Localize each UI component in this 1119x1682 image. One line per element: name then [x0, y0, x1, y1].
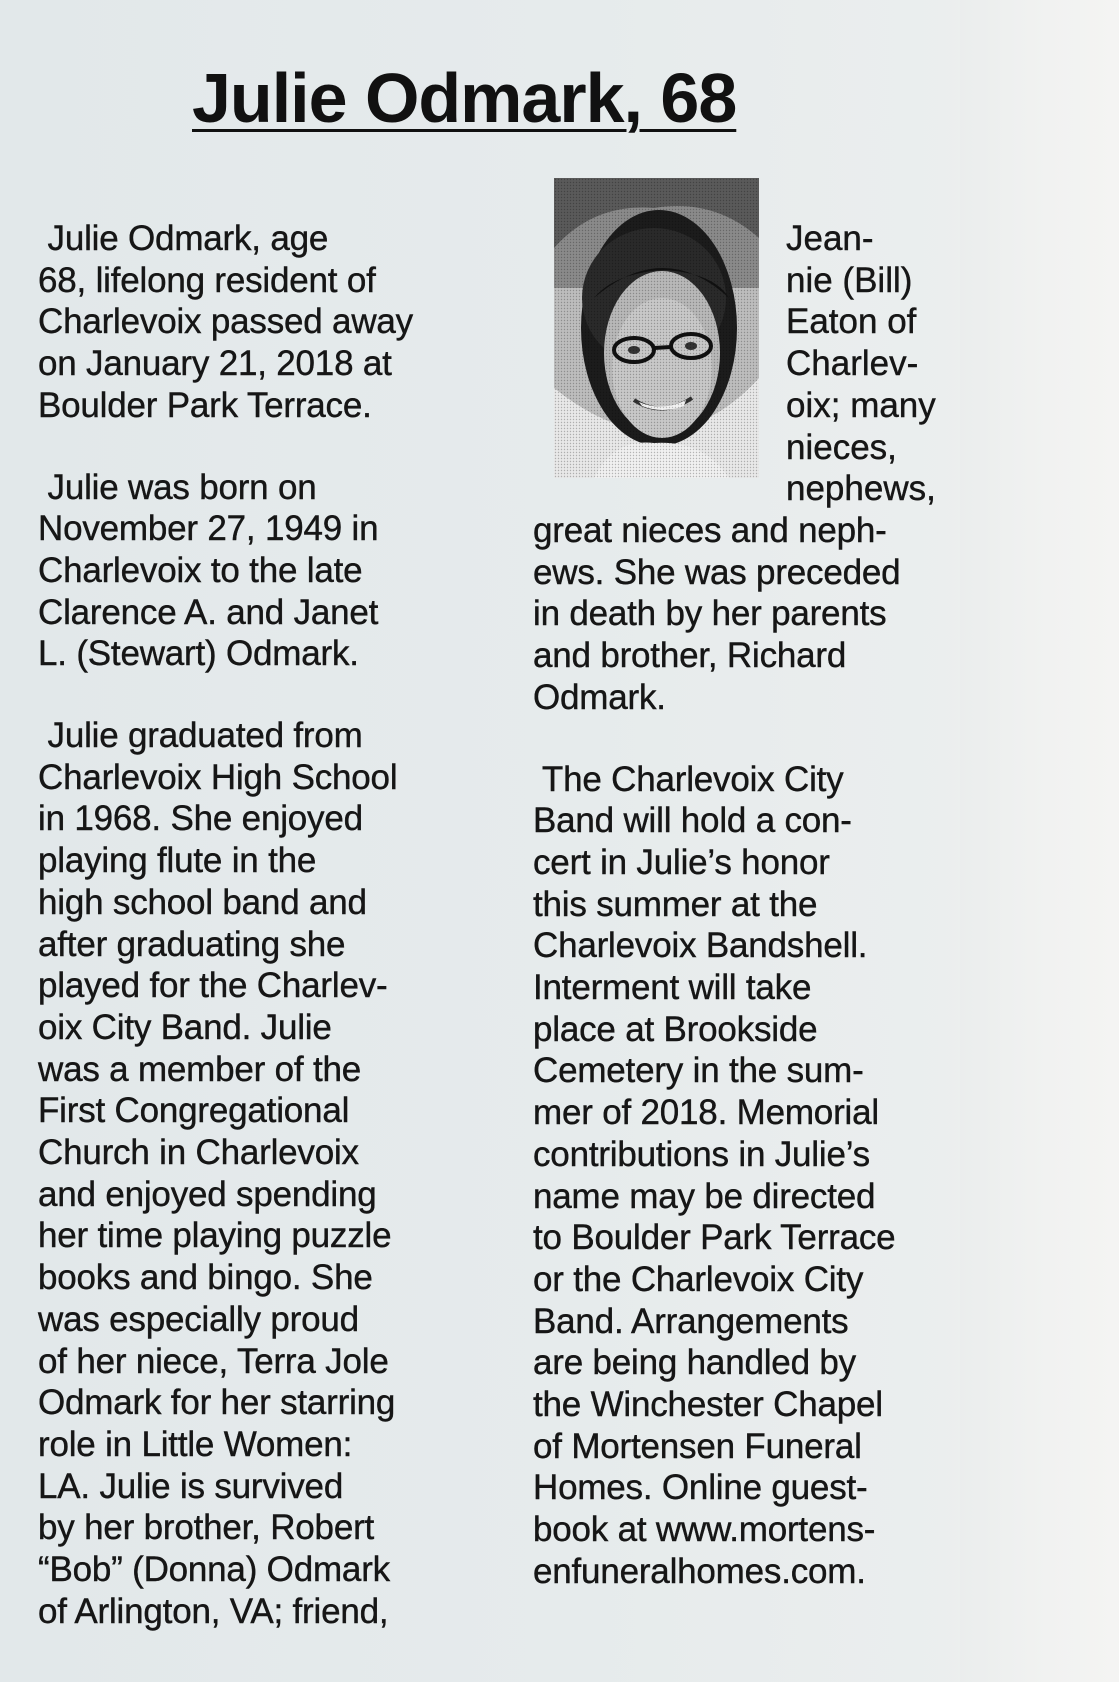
paragraph-services	[533, 759, 988, 1593]
text-line: of Mortensen Funeral	[533, 1426, 862, 1466]
text-line: played for the Charlev-	[38, 966, 388, 1006]
text-line: playing flute in the	[38, 841, 317, 881]
portrait-photo	[554, 178, 759, 478]
text-line: Eaton of	[786, 302, 917, 342]
text-line: Band will hold a con-	[533, 801, 852, 841]
text-line: Cemetery in the sum-	[533, 1051, 864, 1091]
paragraph-birth	[38, 467, 493, 676]
text-line: Homes. Online guest-	[533, 1468, 868, 1508]
text-line: and brother, Richard	[533, 636, 847, 676]
text-line: Clarence A. and Janet	[38, 592, 379, 632]
text-line: nephews,	[786, 469, 936, 509]
text-line: in 1968. She enjoyed	[38, 799, 363, 839]
text-line: Julie Odmark, age	[38, 219, 329, 258]
text-line: was especially proud	[38, 1299, 359, 1339]
text-line: Odmark.	[533, 677, 666, 717]
text-line: Julie graduated from	[38, 716, 363, 756]
text-line: cert in Julie’s honor	[533, 842, 830, 882]
text-line: Charlevoix passed away	[38, 302, 413, 342]
text-line: mer of 2018. Memorial	[533, 1093, 879, 1133]
text-line: Charlev-	[786, 344, 919, 384]
left-column	[38, 218, 493, 1633]
text-line: First Congregational	[38, 1091, 350, 1131]
text-line: book at www.mortens-	[533, 1510, 876, 1550]
text-line: of her niece, Terra Jole	[38, 1341, 389, 1381]
text-line: this summer at the	[533, 884, 818, 924]
portrait-icon	[554, 178, 759, 478]
text-line: or the Charlevoix City	[533, 1259, 864, 1299]
text-line: nieces,	[786, 427, 897, 467]
text-line: LA. Julie is survived	[38, 1466, 344, 1506]
text-line: oix; many	[786, 385, 936, 425]
text-line: on January 21, 2018 at	[38, 344, 392, 384]
text-line: role in Little Women:	[38, 1424, 353, 1464]
text-line: ews. She was preceded	[533, 552, 901, 592]
text-line: Boulder Park Terrace.	[38, 385, 372, 425]
text-line: Charlevoix Bandshell.	[533, 926, 868, 966]
text-line: was a member of the	[38, 1049, 362, 1089]
text-line: of Arlington, VA; friend,	[38, 1591, 389, 1631]
text-line: enfuneralhomes.com.	[533, 1551, 866, 1591]
right-column	[533, 510, 988, 1593]
text-line: Band. Arrangements	[533, 1301, 849, 1341]
text-line: by her brother, Robert	[38, 1508, 375, 1548]
text-line: after graduating she	[38, 924, 346, 964]
paragraph-death-notice	[38, 218, 493, 427]
text-line: place at Brookside	[533, 1009, 818, 1049]
text-line: the Winchester Chapel	[533, 1385, 883, 1425]
text-line: Jean-	[786, 219, 874, 258]
text-line: Interment will take	[533, 968, 812, 1008]
text-line: her time playing puzzle	[38, 1216, 392, 1256]
paragraph-life	[38, 715, 493, 1632]
text-line: contributions in Julie’s	[533, 1134, 870, 1174]
text-line: books and bingo. She	[38, 1258, 373, 1298]
text-line: L. (Stewart) Odmark.	[38, 634, 359, 674]
text-line: high school band and	[38, 882, 367, 922]
text-line: Odmark for her starring	[38, 1383, 396, 1423]
text-line: name may be directed	[533, 1176, 876, 1216]
text-line: are being handled by	[533, 1343, 856, 1383]
text-line: great nieces and neph-	[533, 511, 887, 550]
text-line: nie (Bill)	[786, 260, 913, 300]
text-line: oix City Band. Julie	[38, 1007, 332, 1047]
paragraph-survivors	[533, 510, 988, 719]
text-line: Charlevoix to the late	[38, 550, 363, 590]
text-line: “Bob” (Donna) Odmark	[38, 1550, 390, 1590]
text-line: Church in Charlevoix	[38, 1133, 359, 1173]
text-line: in death by her parents	[533, 594, 887, 634]
text-line: The Charlevoix City	[533, 759, 844, 799]
text-line: 68, lifelong resident of	[38, 260, 376, 300]
photo-wrap-text	[786, 218, 936, 510]
text-line: Julie was born on	[38, 467, 317, 507]
obituary-headline: Julie Odmark, 68	[192, 59, 737, 137]
text-line: Charlevoix High School	[38, 757, 398, 797]
text-line: to Boulder Park Terrace	[533, 1218, 896, 1258]
text-line: and enjoyed spending	[38, 1174, 377, 1214]
text-line: November 27, 1949 in	[38, 509, 379, 549]
